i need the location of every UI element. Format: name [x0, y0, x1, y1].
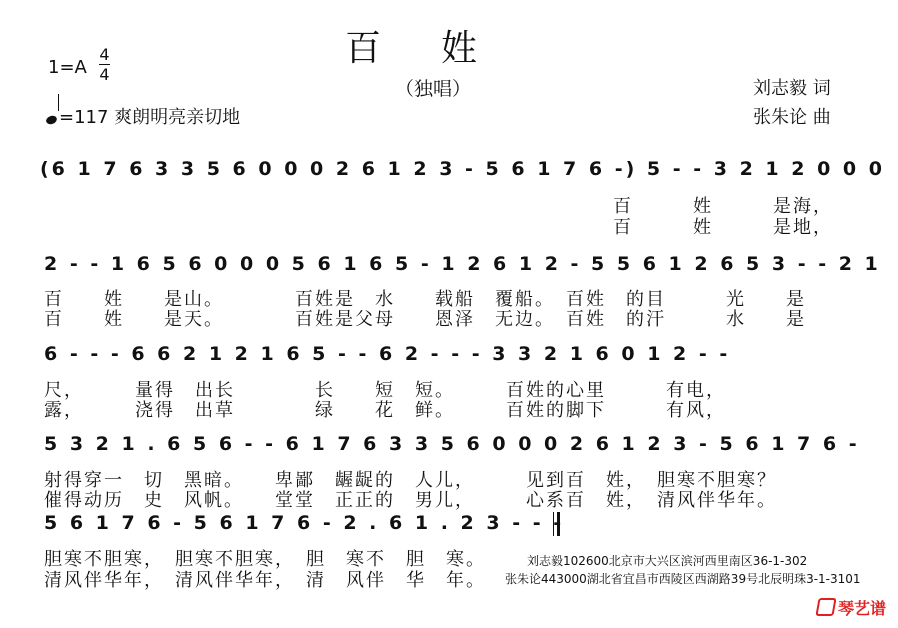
song-subtitle: （独唱） [395, 78, 472, 100]
lyrics-line-5-verse-2: 清风伴华年， 清风伴华年， 清 风伴 华 年。 [44, 570, 486, 591]
lyrics-line-4-verse-2: 催得动历 史 风帆。 堂堂 正正的 男儿， 心系百 姓， 清风伴华年。 [44, 490, 777, 511]
lyrics-line-2-verse-2: 百 姓 是天。 百姓是父母 恩泽 无边。 百姓 的汗 水 是 [44, 309, 806, 330]
lyrics-line-5-verse-1: 胆寒不胆寒， 胆寒不胆寒， 胆 寒不 胆 寒。 [44, 549, 486, 570]
lyricist-credit: 刘志毅 词 [753, 78, 831, 99]
lyrics-line-4-verse-1: 射得穿一 切 黑暗。 卑鄙 龌龊的 人儿， 见到百 姓， 胆寒不胆寒？ [44, 470, 777, 491]
lyrics-line-3-verse-2: 露， 浇得 出草 绿 花 鲜。 百姓的脚下 有风， [44, 400, 726, 421]
notation-line-4: 5 3 2 1 . 6 5 6 - - 6 1 7 6 3 3 5 6 0 0 0 2 6 1 2 3 - 5 6 1 7 6 - [44, 433, 860, 455]
lyrics-line-1-verse-2: 百 姓 是地， [613, 217, 833, 238]
meter-top: 4 [99, 45, 110, 64]
final-barline-thin [553, 512, 554, 536]
notation-line-5: 5 6 1 7 6 - 5 6 1 7 6 - 2 . 6 1 . 2 3 - - - [44, 512, 565, 534]
composer-credit: 张朱论 曲 [753, 107, 831, 128]
watermark-text: 琴艺谱 [838, 599, 887, 618]
meter-bottom: 4 [99, 65, 110, 84]
lyrics-line-3-verse-1: 尺， 量得 出长 长 短 短。 百姓的心里 有电， [44, 380, 726, 401]
tempo-text: =117 爽朗明亮亲切地 [59, 107, 241, 128]
watermark-logo-icon [815, 598, 836, 616]
lyrics-line-1-verse-1: 百 姓 是海， [613, 196, 833, 217]
watermark-logo [817, 596, 886, 619]
lyrics-line-2-verse-1: 百 姓 是山。 百姓是 水 载船 覆船。 百姓 的目 光 是 [44, 289, 806, 310]
key-signature: 1=A [48, 57, 87, 78]
time-signature [99, 46, 110, 83]
final-barline-thick [557, 512, 560, 536]
tempo-marking [46, 103, 240, 129]
quarter-note-icon [45, 114, 58, 125]
lyricist-address: 刘志毅102600北京市大兴区滨河西里南区36-1-302 [527, 554, 808, 568]
notation-line-1: (6 1 7 6 3 3 5 6 0 0 0 2 6 1 2 3 - 5 6 1 7 6 -) 5 - - 3 2 1 2 0 0 0 [40, 158, 885, 180]
composer-address: 张朱论443000湖北省宜昌市西陵区西湖路39号北辰明珠3-1-3101 [505, 572, 861, 586]
notation-line-3: 6 - - - 6 6 2 1 2 1 6 5 - - 6 2 - - - 3 3 2 1 6 0 1 2 - - [44, 343, 731, 365]
notation-line-2: 2 - - 1 6 5 6 0 0 0 5 6 1 6 5 - 1 2 6 1 2 - 5 5 6 1 2 6 5 3 - - 2 1 [44, 253, 881, 275]
song-title: 百姓 [345, 28, 538, 69]
